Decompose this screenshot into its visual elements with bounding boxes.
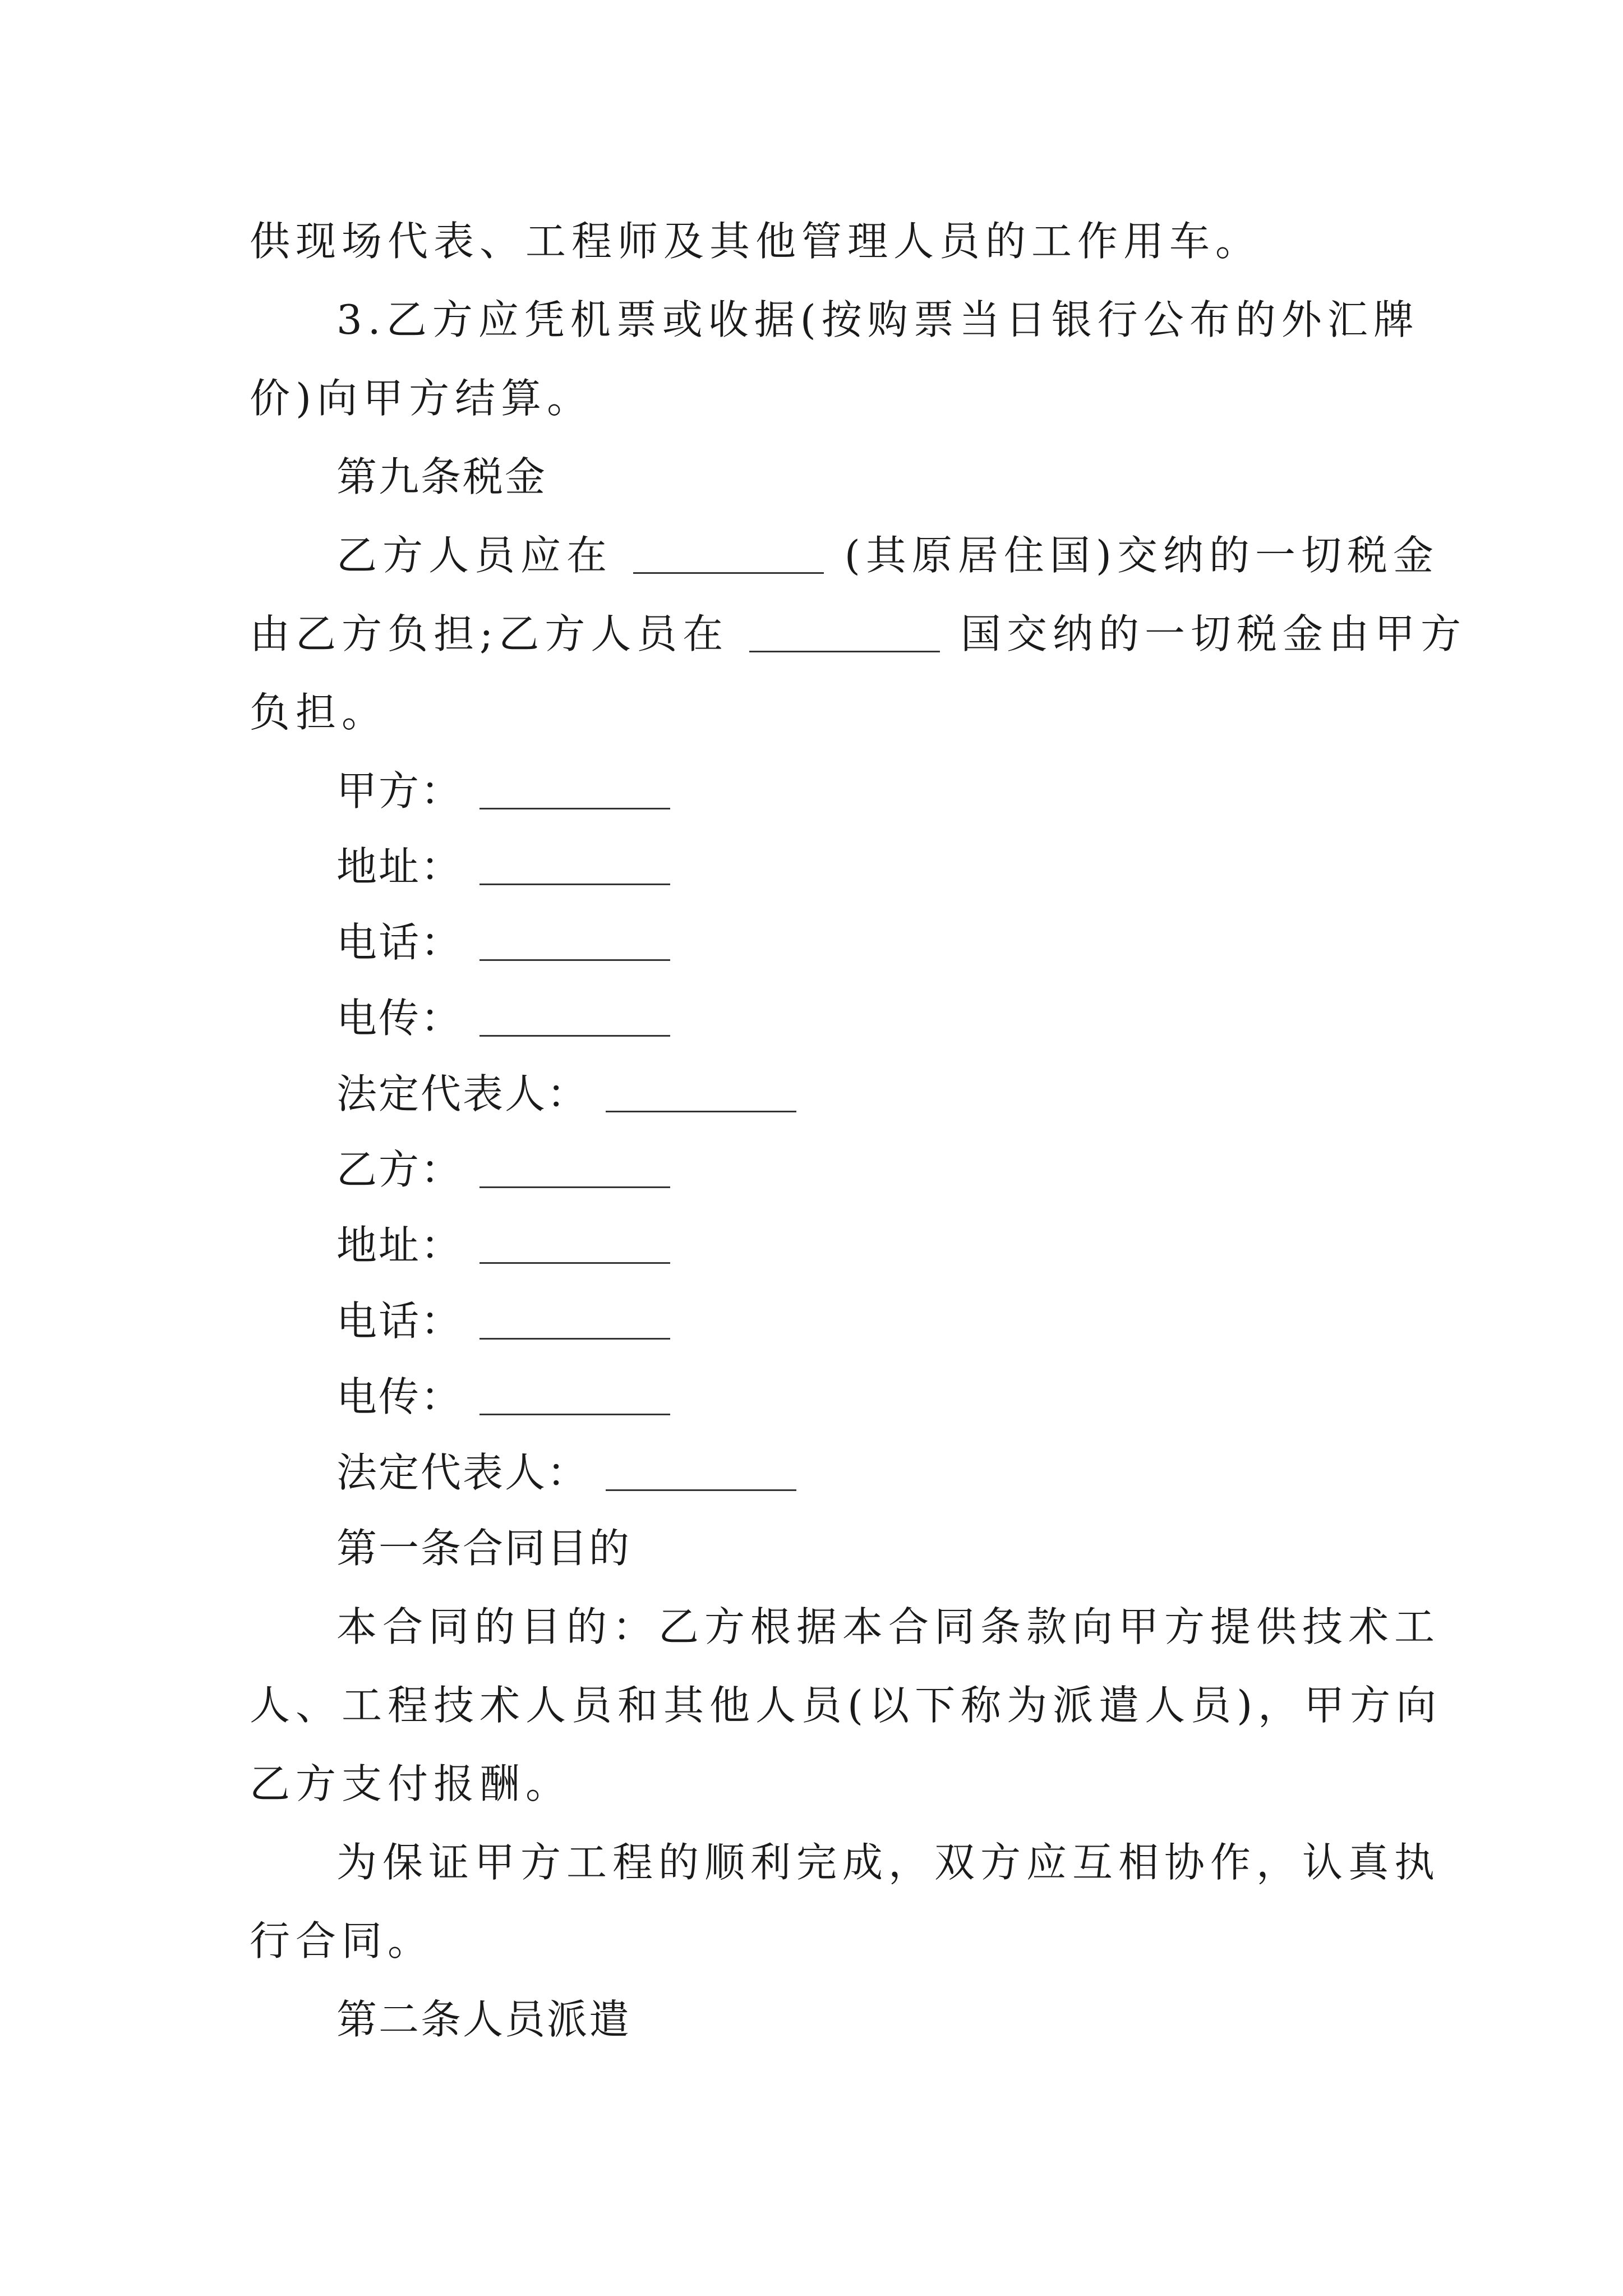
paragraph-line [250,673,698,752]
party-a-fax-row [336,979,1009,1057]
party-b-address-row [336,1206,1009,1285]
party-a-name-row [336,752,1009,830]
text-segment: 价)向甲方结算。 [250,375,593,422]
party-a-fax-blank[interactable] [479,979,670,1037]
paragraph-line [336,280,1419,359]
field-label: 地址： [336,1222,463,1269]
text-segment: 乙方人员应在 [336,532,613,579]
blank-field-country[interactable] [749,595,940,652]
field-label: 法定代表人： [336,1449,589,1496]
paragraph-line [336,516,1439,595]
field-label: 甲方： [336,767,463,815]
paragraph-line [336,1588,1441,1666]
text-segment: 国交纳的一切税金由甲方 [961,610,1467,657]
paragraph-line [336,1823,1441,1902]
party-b-phone-blank[interactable] [479,1282,670,1340]
text-segment: 负担。 [250,689,388,736]
paragraph-line [250,1902,754,1980]
text-segment: 乙方支付报酬。 [250,1760,572,1807]
party-b-rep-row [336,1433,1066,1512]
text-segment: 供现场代表、工程师及其他管理人员的工作用车。 [250,218,1262,265]
party-b-name-row [336,1130,1009,1209]
article-1-title [336,1509,1009,1588]
article-2-title [336,1980,1009,2059]
party-b-address-blank[interactable] [479,1206,670,1264]
text-segment: 由乙方负担;乙方人员在 [250,610,729,657]
paragraph-line [250,595,1467,673]
text-segment: 第一条合同目的 [336,1525,631,1572]
party-b-name-blank[interactable] [479,1130,670,1188]
field-label: 电话： [336,919,463,966]
party-a-name-blank[interactable] [479,752,670,809]
text-segment: 人、工程技术人员和其他人员(以下称为派遣人员)，甲方向 [250,1682,1442,1729]
field-label: 电话： [336,1297,463,1345]
party-a-phone-row [336,903,1009,982]
party-b-phone-row [336,1282,1009,1360]
party-a-rep-row [336,1055,1066,1133]
paragraph-line [250,359,1147,438]
party-a-address-row [336,827,1009,906]
text-segment: (其原居住国)交纳的一切税金 [844,532,1439,579]
party-b-fax-blank[interactable] [479,1358,670,1415]
party-a-rep-blank[interactable] [606,1055,796,1112]
blank-field-country[interactable] [633,516,824,574]
party-a-phone-blank[interactable] [479,903,670,961]
paragraph-line [250,1666,1442,1745]
party-a-address-blank[interactable] [479,827,670,885]
text-segment: 第九条税金 [336,453,547,500]
paragraph-line [250,1745,923,1823]
party-b-rep-blank[interactable] [606,1433,796,1491]
field-label: 电传： [336,1373,463,1420]
paragraph-line [250,202,1427,280]
text-segment: 本合同的目的：乙方根据本合同条款向甲方提供技术工 [336,1603,1441,1650]
field-label: 乙方： [336,1146,463,1193]
text-segment: 3.乙方应凭机票或收据(按购票当日银行公布的外汇牌 [336,296,1419,343]
party-b-fax-row [336,1358,1009,1436]
field-label: 法定代表人： [336,1070,589,1117]
text-segment: 行合同。 [250,1917,434,1964]
field-label: 电传： [336,995,463,1042]
text-segment: 为保证甲方工程的顺利完成，双方应互相协作，认真执 [336,1839,1441,1886]
article-9-title [336,438,1009,516]
text-segment: 第二条人员派遣 [336,1996,631,2043]
field-label: 地址： [336,843,463,890]
